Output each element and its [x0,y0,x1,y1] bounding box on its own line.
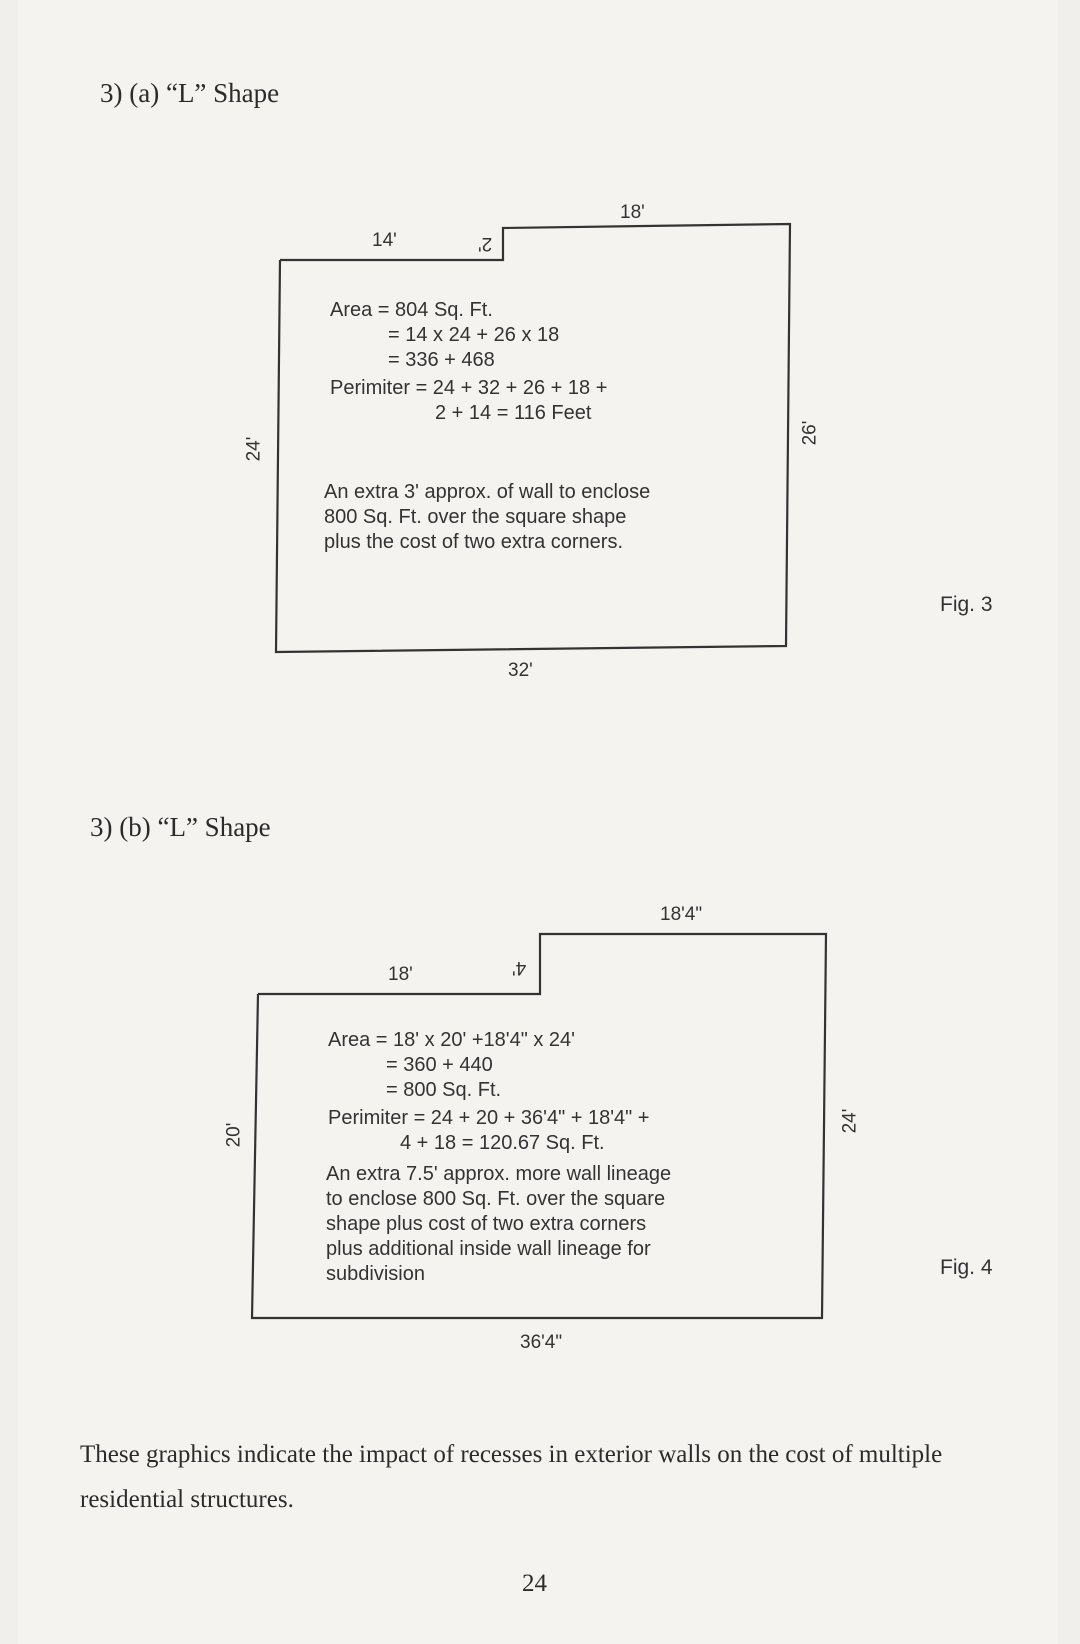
perimeter-line: Perimiter = 24 + 32 + 26 + 18 + [330,377,608,399]
dim-b-left: 20' [223,1122,245,1148]
note-line: subdivision [326,1263,425,1285]
note-line: to enclose 800 Sq. Ft. over the square [326,1188,666,1210]
perimeter-line: 2 + 14 = 116 Feet [435,402,592,424]
note-line: An extra 3' approx. of wall to enclose [324,481,651,503]
dim-a-top-left: 14' [372,230,397,251]
dim-b-right: 24' [839,1108,861,1134]
area-line: Area = 804 Sq. Ft. [330,299,493,321]
dim-a-left: 24' [243,436,265,462]
area-calc-b [328,1028,575,1103]
area-line: = 14 x 24 + 26 x 18 [388,324,560,346]
area-line: = 360 + 440 [386,1054,493,1076]
dim-b-bottom: 36'4" [520,1332,563,1353]
fig-label-b: Fig. 4 [940,1256,993,1279]
heading-figure-b: 3) (b) “L” Shape [90,812,271,842]
note-b [326,1162,671,1287]
dim-a-bottom: 32' [508,660,533,681]
dim-a-notch: 2' [478,233,493,254]
note-line: 800 Sq. Ft. over the square shape [324,506,627,528]
note-line: An extra 7.5' approx. more wall lineage [326,1163,672,1185]
perimeter-line: 4 + 18 = 120.67 Sq. Ft. [400,1132,605,1154]
perimeter-calc-b [328,1106,649,1156]
page-caption: These graphics indicate the impact of recesses in exterior walls on the cost of multiple residential structures. [80,1441,943,1513]
note-line: plus additional inside wall lineage for [326,1238,651,1260]
note-line: plus the cost of two extra corners. [324,531,624,553]
heading-figure-a: 3) (a) “L” Shape [100,78,280,108]
dim-b-top-right: 18'4" [660,904,703,925]
note-a [324,480,650,555]
dim-a-top-right: 18' [620,202,645,223]
page-number: 24 [522,1570,547,1597]
area-line: = 800 Sq. Ft. [386,1079,502,1101]
dim-a-right: 26' [799,420,821,446]
area-line: Area = 18' x 20' +18'4" x 24' [328,1029,575,1051]
dim-b-top-left: 18' [388,964,413,985]
perimeter-calc-a [330,376,607,426]
fig-label-a: Fig. 3 [940,593,993,616]
note-line: shape plus cost of two extra corners [326,1213,647,1235]
perimeter-line: Perimiter = 24 + 20 + 36'4" + 18'4" + [328,1107,650,1129]
dim-b-notch: 4' [512,957,527,978]
area-calc-a [330,298,559,373]
l-shape-outline-a [276,224,790,652]
area-line: = 336 + 468 [388,349,495,371]
